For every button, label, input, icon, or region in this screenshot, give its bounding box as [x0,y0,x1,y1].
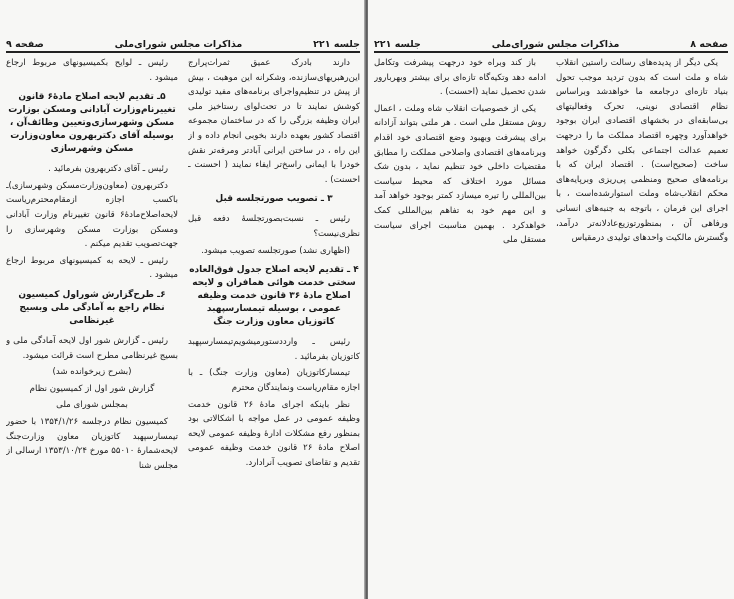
paragraph: نظر باینکه اجرای مادهٔ ۲۶ قانون خدمت وظیفه عمومی در عمل مواجه با اشکالاتی بود بمنظور رفع مشکلات ادارهٔ وظیفه عمومی لایحه اصلاح مادهٔ ۲۶ قانون خدمت وظیفه عمومی تقدیم و تقاضای تصویب آنرادارد. [188,399,360,468]
section-heading: ۵ـ تقدیم لایحه اصلاح مادهٔ۶ قانون تغییرنام‌وزارت آبادانی ومسکن بوزارت مسکن وشهرسازی‌وتعیین وظائف‌آن ، بوسیله آقای دکتربهرون معاون‌وزارت مسکن وشهرسازی [8,92,176,155]
page-8 [368,0,734,599]
section-heading: ۳ ـ تصویب صورتجلسه قبل [215,194,333,205]
paragraph: یکی از خصوصیات انقلاب شاه وملت ، اعمال روش مستقل ملی است . هر ملتی بتواند آزادانه برای پیشرفت وبهبود وضع اقتصادی خود اقدام وبرنامه‌های اقتصادی واصلاحی مملکت را مطابق مقتضیات داخلی خود تنظیم نماید ، بدون شک مسائل مورد اختلاف که محیط سیاست بین‌المللی را تیره میسازد کمتر بوجود خواهد آمد و این مهم خود به تفاهم بین‌المللی کمک خواهدکرد . بهمین مناسبت اجرای سیاست مستقل ملی [374,103,546,246]
paragraph: (بشرح زیرخوانده شد) [52,367,132,378]
section-heading: ۴ ـ تقدیم لایحه اصلاح جدول فوق‌العاده سختی خدمت هوائی همافران و لایحه اصلاح مادهٔ ۳۶ قانون خدمت وظیفه عمومی ، بوسیله تیمسارسپهبد کاتوزیان معاون وزارت جنگ [189,265,359,328]
paragraph: (اظهاری نشد) صورتجلسه تصویب میشود. [201,245,350,256]
paragraph: رئیس ـ وارد‌دستور‌میشویم‌تیمسارسپهبد کاتوزیان بفرمائید . [188,337,360,362]
page-columns [374,56,728,593]
session-number: جلسه ۲۲۱ [313,39,360,50]
text-column [556,56,728,593]
text-column [374,56,546,593]
paragraph: دارند بادرک عمیق ثمرات‌پرارج این‌رهبریهای‌سازنده، وشکرانه این موهبت ، بیش از پیش در تنظیم‌واجرای برنامه‌های مفید تولیدی کوشش نمایند تا در تحت‌لوای رستاخیز ملی ایران وظیفه بزرگی را که در ساختمان مجموعه اقتصاد کشور بعهده دارند بخوبی انجام داده و از این راه ، در ساختن ایرانی آبادتر ومرفه‌تر نقش خودرا با ایمانی راسخ‌تر ایفاء نمایند ( احسنت ـ احسنت) . [188,58,360,185]
paragraph: رئیس ـ لوایح بکمیسیونهای مربوط ارجاع میشود . [6,58,178,83]
page-9 [0,0,366,599]
paragraph: رئیس ـ آقای دکتربهرون بفرمائید . [48,164,168,175]
paragraph: رئیس ـ لایحه به کمیسیونهای مربوط ارجاع میشود . [6,255,178,281]
paragraph: دکتربهرون (معاون‌وزارت‌مسکن وشهرسازی)ـ باکسب اجازه ازمقام‌محترم‌ریاست لایحه‌اصلاح‌مادهٔ۶ قانون تغییرنام وزارت آبادانی ومسکن بوزارت مسکن وشهرسازی را جهت‌تصویب تقدیم میکنم . [6,180,178,250]
session-number: جلسه ۲۲۱ [374,39,421,50]
header-title: مذاکرات مجلس شورای‌ملی [114,39,243,50]
paragraph: باز کند وبراه خود درجهت پیشرفت وتکامل ادامه دهد وتکیه‌گاه تازه‌ای برای بیشتر وبهربارور شدن تحصیل نماید (احسنت) . [374,58,546,98]
paragraph: رئیس ـ گزارش شور اول لایحه آمادگی ملی و بسیج غیرنظامی مطرح است قرائت میشود. [6,335,178,361]
section-heading: ۶ـ طرح‌گزارش شوراول کمیسیون نظام راجع به آمادگی ملی وبسیج غیرنظامی [18,289,166,326]
text-column [188,56,360,593]
page-header [374,36,728,53]
paragraph: رئیس ـ نسبت‌بصورتجلسهٔ دفعه قبل نظری‌نیست؟ [188,214,360,239]
paragraph: بمجلس شورای ملی [56,400,128,411]
page-header [6,36,360,53]
page-number: صفحه ۹ [6,39,44,50]
paragraph: تیمسارکاتوزیان (معاون وزارت جنگ) ـ با اجازه مقام‌ریاست ونمایندگان محترم [188,368,360,393]
paragraph: کمیسیون نظام درجلسه ۱۳۵۴/۱/۲۶ با حضور تیمسارسپهبد کاتوزیان معاون وزارت‌جنگ لایحه‌شمارهٔ ۵۵۰۱۰ مورخ ۱۳۵۳/۱۰/۲۴ ارسالی از مجلس‌ شنا [6,416,178,471]
page-number: صفحه ۸ [690,39,728,50]
paragraph: یکی دیگر از پدیده‌های رسالت راستین انقلاب شاه و ملت است که بدون تردید موجب تحول بنیاد تازه‌ای درجامعه ما خواهدشد وبراساس نظام اقتصادی نوینی، تحرک وفعالیتهای بی‌سابقه‌ای در بخشهای اقتصادی ایران بوجود خواهدآورد وچهره اقتصاد مملکت ما را درجهت تعمیم عدالت اجتماعی بکلی دگرگون خواهد ساخت (صحیح‌است) . اقتصاد ایران که با برنامه‌های صحیح ومنظمی پی‌ریزی وبرپایه‌های محکم انقلاب‌شاه وملت استوارشده‌است ، با اجرای این فرمان ، باتوجه به جنبه‌های انسانی ورفاهی آن ، بمنظورتوزیع‌عادلانه‌تر درآمد، وگسترش مالکیت واحدهای تولیدی درمقیاس [556,58,728,244]
paragraph: گزارش شور اول از کمیسیون نظام [29,383,155,394]
header-title: مذاکرات مجلس شورای‌ملی [491,39,620,50]
page-columns [6,56,360,593]
text-column [6,56,178,593]
